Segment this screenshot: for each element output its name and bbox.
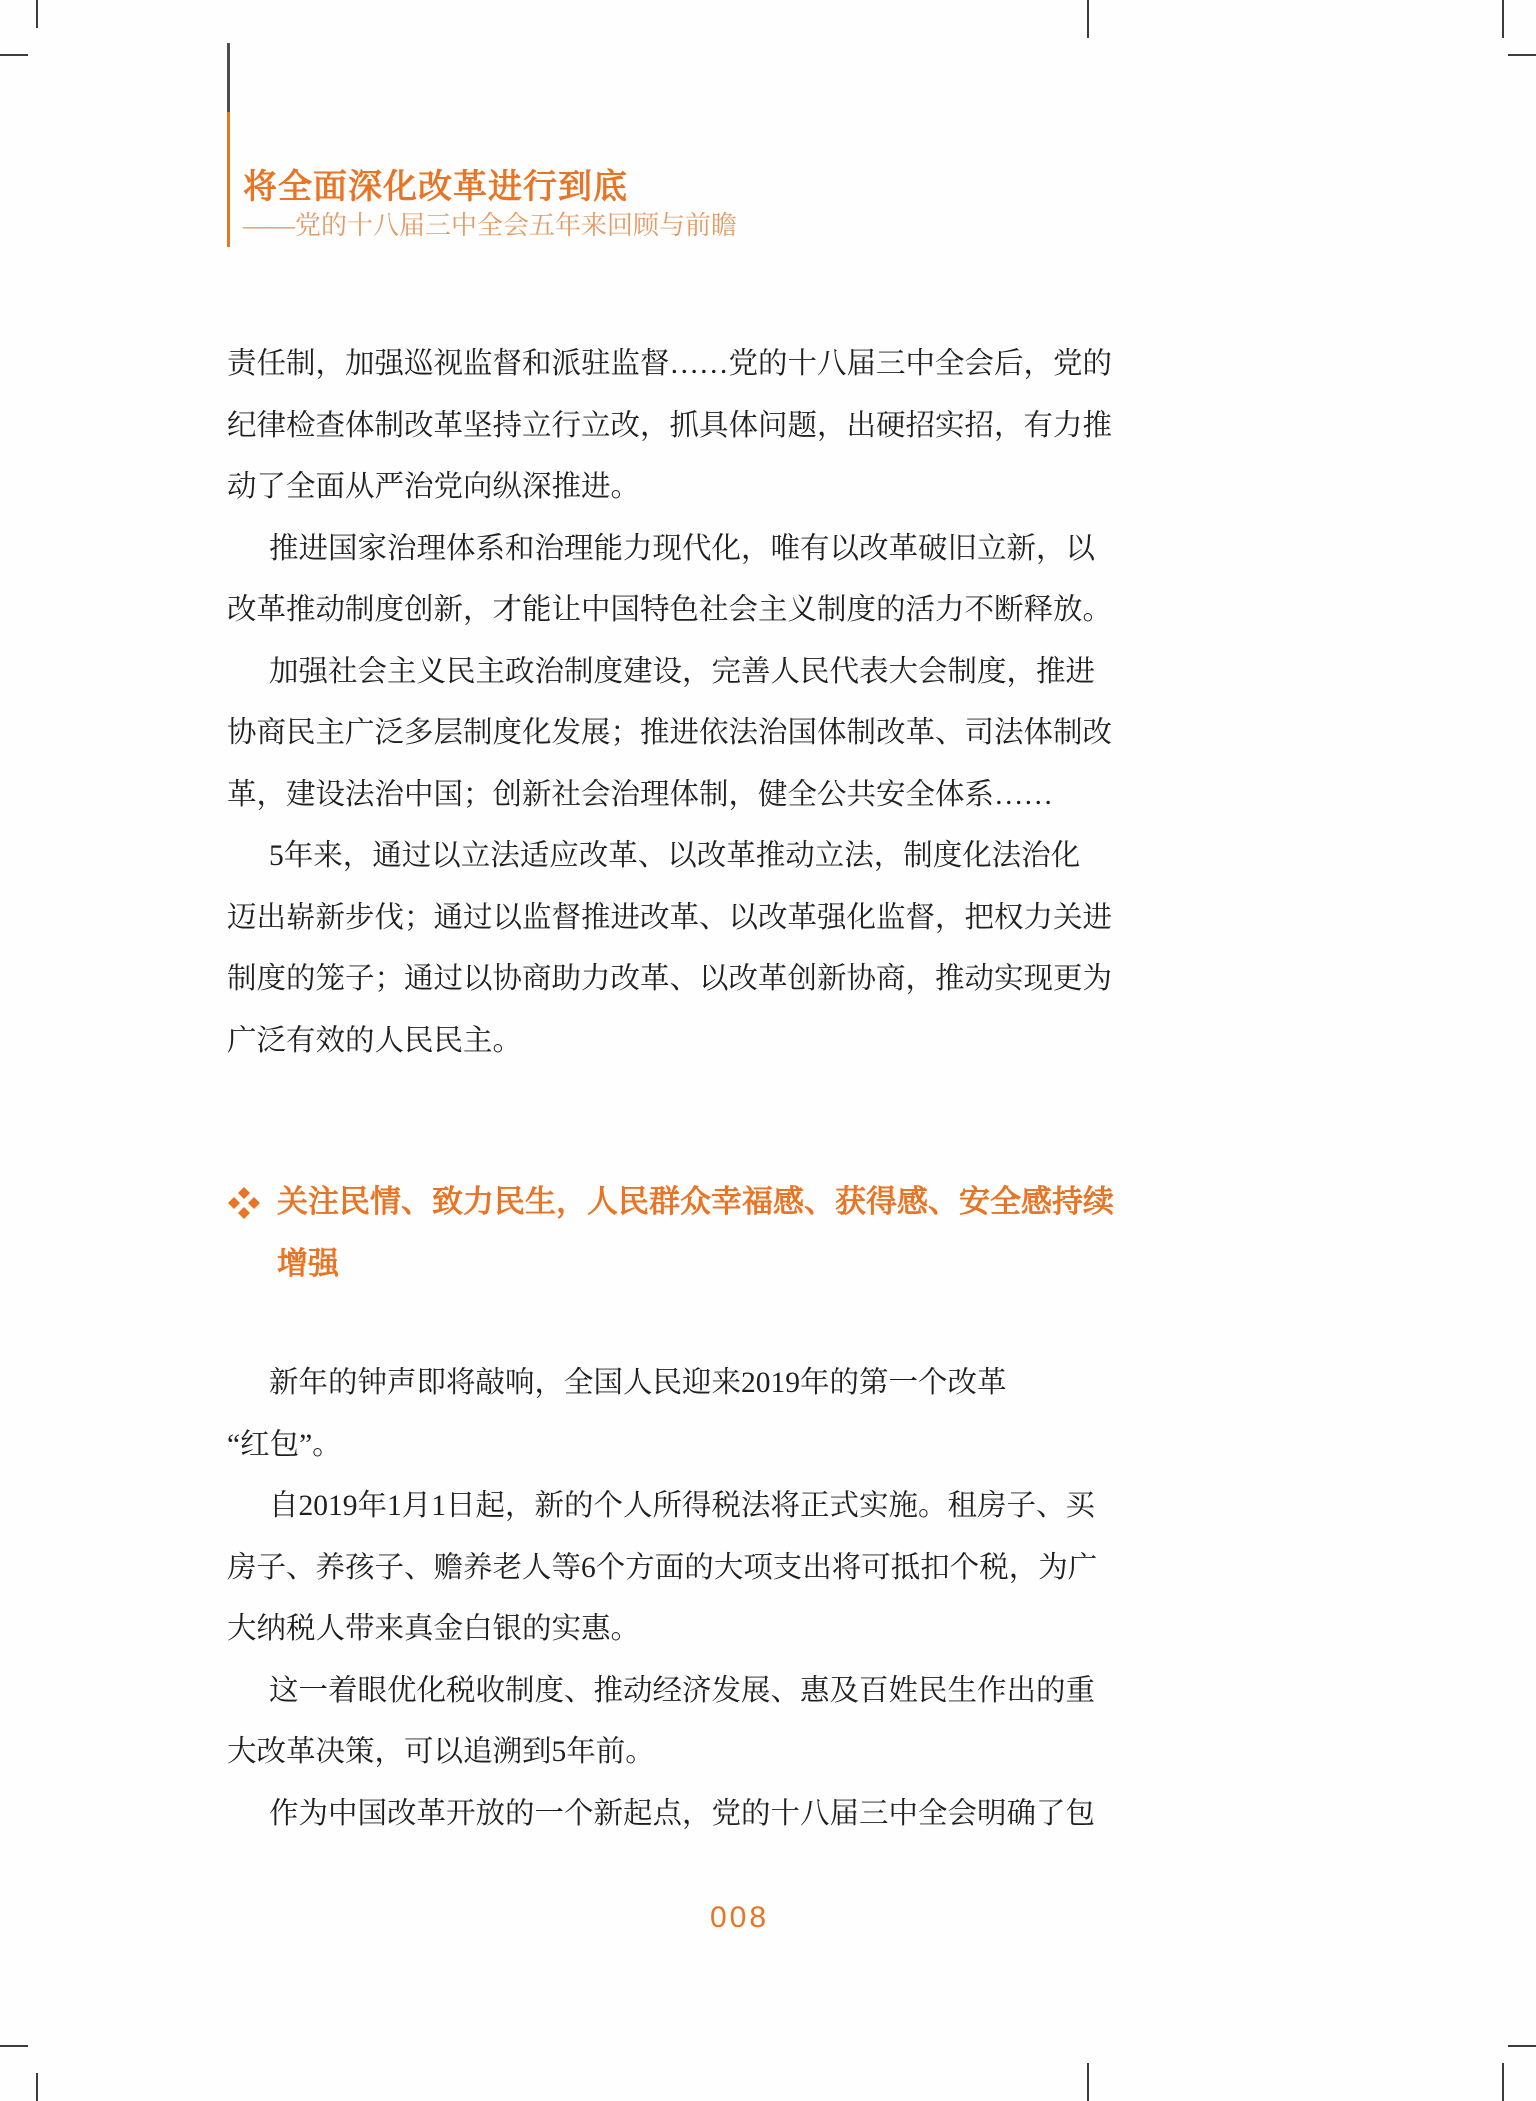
section-heading-line1: 关注民情、致力民生，人民群众幸福感、获得感、安全感持续 <box>277 1184 1114 1219</box>
body-line: 房子、养孩子、赡养老人等6个方面的大项支出将可抵扣个税，为广 <box>227 1551 1098 1584</box>
body-line: 纪律检查体制改革坚持立行立改，抓具体问题，出硬招实招，有力推 <box>227 409 1113 442</box>
section-heading <box>227 1171 1119 1295</box>
body-line: 大改革决策，可以追溯到5年前。 <box>227 1736 655 1768</box>
body-line: 自2019年1月1日起，新的个人所得税法将正式实施。租房子、买 <box>269 1490 1096 1522</box>
body-line: 协商民主广泛多层制度化发展；推进依法治国体制改革、司法体制改 <box>227 717 1113 749</box>
body-line: 推进国家治理体系和治理能力现代化，唯有以改革破旧立新，以 <box>269 532 1096 565</box>
section-heading-text <box>277 1171 1114 1295</box>
body-line: 动了全面从严治党向纵深推进。 <box>227 471 641 503</box>
body-line: 迈出崭新步伐；通过以监督推进改革、以改革强化监督，把权力关进 <box>227 901 1113 934</box>
body-line: 作为中国改革开放的一个新起点，党的十八届三中全会明确了包 <box>269 1797 1096 1830</box>
crop-mark-bottom-right-vertical <box>1502 2063 1504 2101</box>
body-line: 大纳税人带来真金白银的实惠。 <box>227 1613 641 1645</box>
header-rule-accent-segment <box>227 112 230 247</box>
four-diamond-marker-icon <box>227 1171 277 1228</box>
body-line: 广泛有效的人民民主。 <box>227 1024 523 1057</box>
body-line: 制度的笼子；通过以协商助力改革、以改革创新协商，推动实现更为 <box>227 963 1113 995</box>
page-number: 008 <box>710 1901 770 1934</box>
crop-mark-bottom-center-vertical <box>1087 2063 1089 2101</box>
crop-mark-bottom-left-horizontal <box>0 2045 28 2047</box>
crop-mark-top-center-vertical <box>1087 0 1089 38</box>
body-line: 责任制，加强巡视监督和派驻监督……党的十八届三中全会后，党的 <box>227 348 1113 380</box>
crop-mark-bottom-right-horizontal <box>1508 2045 1536 2047</box>
crop-mark-top-right-horizontal <box>1508 54 1536 56</box>
body-line: 5年来，通过以立法适应改革、以改革推动立法，制度化法治化 <box>269 840 1081 872</box>
chapter-title: 将全面深化改革进行到底 <box>243 168 628 206</box>
chapter-subtitle: ——党的十八届三中全会五年来回顾与前瞻 <box>243 211 738 240</box>
body-line: “红包”。 <box>227 1428 342 1461</box>
body-line: 加强社会主义民主政治制度建设，完善人民代表大会制度，推进 <box>269 655 1096 688</box>
body-line: 这一着眼优化税收制度、推动经济发展、惠及百姓民生作出的重 <box>269 1674 1096 1707</box>
body-line: 改革推动制度创新，才能让中国特色社会主义制度的活力不断释放。 <box>227 594 1113 626</box>
header-rule-top-segment <box>227 43 230 112</box>
crop-mark-bottom-left-vertical <box>36 2073 38 2101</box>
body-text-block-2 <box>227 1353 1119 1845</box>
crop-mark-top-right-vertical <box>1502 0 1504 38</box>
section-heading-line2: 增强 <box>277 1246 339 1281</box>
crop-mark-top-left-horizontal <box>0 54 28 56</box>
body-line: 新年的钟声即将敲响，全国人民迎来2019年的第一个改革 <box>269 1367 1007 1399</box>
body-text-block-1 <box>227 334 1119 1072</box>
body-line: 革，建设法治中国；创新社会治理体制，健全公共安全体系…… <box>227 778 1054 811</box>
crop-mark-top-left-vertical <box>36 0 38 28</box>
